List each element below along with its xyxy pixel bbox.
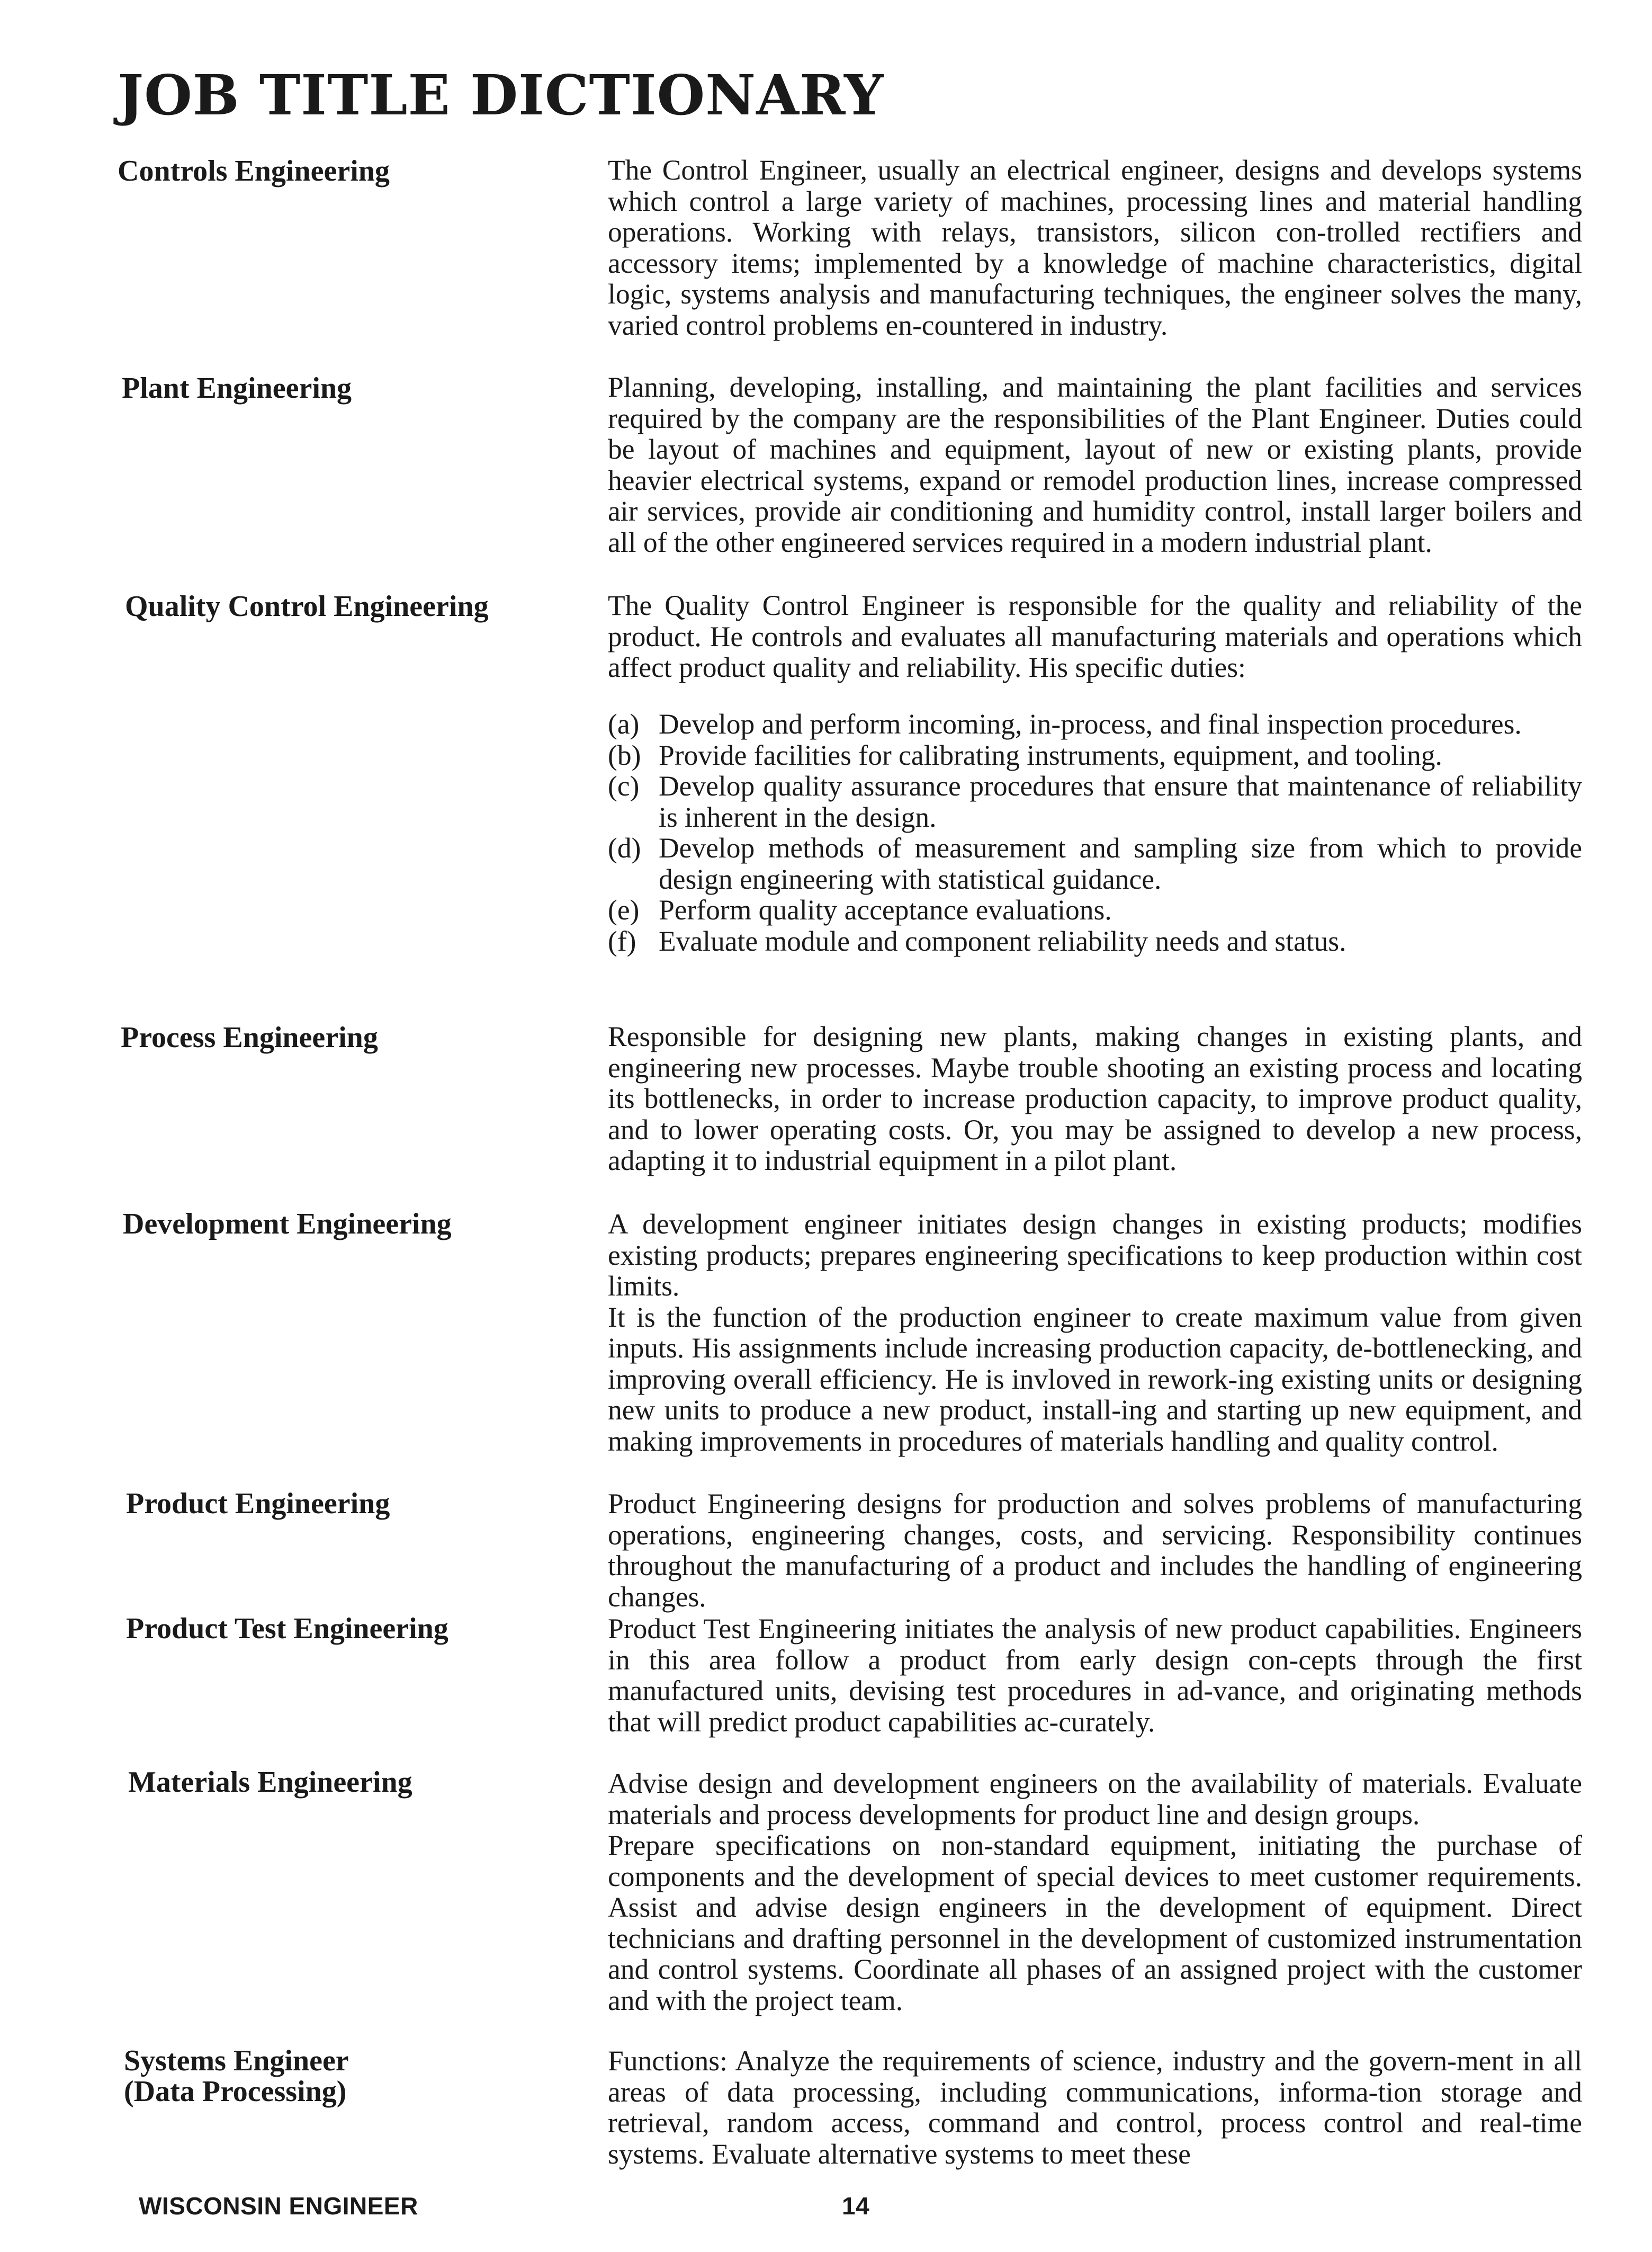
list-item-label: (a) bbox=[608, 708, 640, 740]
list-item-text: Perform quality acceptance evaluations. bbox=[659, 894, 1112, 926]
term-product-engineering: Product Engineering bbox=[126, 1487, 390, 1520]
list-item-text: Provide facilities for calibrating instruments, equipment, and tooling. bbox=[659, 739, 1442, 771]
term-plant-engineering: Plant Engineering bbox=[122, 372, 352, 405]
description-systems-engineer bbox=[608, 2045, 1582, 2169]
term-controls-engineering: Controls Engineering bbox=[118, 155, 390, 187]
description-text: Product Engineering designs for production and solves problems of manufacturing operations, engineering changes, costs, and servicing. Responsibility continues throughout the manufacturing of a product and includes the handling of engineering changes. bbox=[608, 1488, 1582, 1613]
description-extra-text: It is the function of the production engineer to create maximum value from given inputs. His assignments include increasing production capacity, de-bottlenecking, and improving overall efficiency. He is invloved in rework-ing existing units or designing new units to produce a new product, install-ing and starting up new equipment, and making improvements in procedures of materials handling and quality control. bbox=[608, 1301, 1582, 1457]
list-item bbox=[608, 926, 1582, 957]
term-quality-control-engineering: Quality Control Engineering bbox=[125, 590, 489, 623]
list-item-label: (c) bbox=[608, 770, 640, 802]
list-item bbox=[608, 740, 1582, 771]
term-materials-engineering: Materials Engineering bbox=[128, 1766, 412, 1799]
list-item-label: (e) bbox=[608, 894, 640, 926]
list-item bbox=[608, 771, 1582, 833]
duties-list bbox=[608, 709, 1582, 957]
list-item-label: (d) bbox=[608, 832, 641, 864]
list-item-label: (b) bbox=[608, 739, 641, 771]
description-product-test-engineering bbox=[608, 1613, 1582, 1737]
term-development-engineering: Development Engineering bbox=[123, 1208, 452, 1240]
description-text: A development engineer initiates design changes in existing products; modifies existing products; prepares engineering specifications to keep production within cost limits. bbox=[608, 1208, 1582, 1302]
description-text: Responsible for designing new plants, making changes in existing plants, and engineering new processes. Maybe trouble shooting an existing process and locating its bottlenecks, in order to increase production capacity, to improve product quality, and to lower operating costs. Or, you may be assigned to develop a new process, adapting it to industrial equipment in a pilot plant. bbox=[608, 1021, 1582, 1176]
description-controls-engineering bbox=[608, 155, 1582, 341]
description-text: Product Test Engineering initiates the analysis of new product capabilities. Engineers in this area follow a product from early design con-cepts through the first manufactured units, devising test procedures in ad-vance, and originating methods that will predict product capabilities ac-curately. bbox=[608, 1613, 1582, 1738]
description-product-engineering bbox=[608, 1488, 1582, 1612]
term-product-test-engineering: Product Test Engineering bbox=[126, 1612, 448, 1645]
description-plant-engineering bbox=[608, 372, 1582, 558]
description-text: The Quality Control Engineer is responsible for the quality and reliability of the product. He controls and evaluates all manufacturing materials and operations which affect product quality and reliability. His specific duties: bbox=[608, 589, 1582, 683]
term-process-engineering: Process Engineering bbox=[121, 1021, 378, 1054]
list-item bbox=[608, 895, 1582, 926]
page-title: JOB TITLE DICTIONARY bbox=[118, 62, 884, 128]
list-item-label: (f) bbox=[608, 925, 636, 957]
description-text: Advise design and development engineers on the availability of materials. Evaluate materials and process developments for product line and design groups. bbox=[608, 1767, 1582, 1830]
list-item bbox=[608, 709, 1582, 740]
description-process-engineering bbox=[608, 1021, 1582, 1176]
list-item bbox=[608, 833, 1582, 895]
description-development-engineering bbox=[608, 1209, 1582, 1456]
list-item-text: Evaluate module and component reliability needs and status. bbox=[659, 925, 1346, 957]
list-item-text: Develop quality assurance procedures that ensure that maintenance of reliability is inherent in the design. bbox=[659, 770, 1582, 833]
description-text: Planning, developing, installing, and maintaining the plant facilities and services required by the company are the responsibilities of the Plant Engineer. Duties could be layout of machines and equipment, layout of new or existing plants, provide heavier electrical systems, expand or remodel production lines, increase compressed air services, provide air conditioning and humidity control, install larger boilers and all of the other engineered services required in a modern industrial plant. bbox=[608, 371, 1582, 558]
footer-publication: WISCONSIN ENGINEER bbox=[139, 2192, 418, 2220]
footer-page-number: 14 bbox=[842, 2192, 870, 2220]
term-line-2: (Data Processing) bbox=[124, 2075, 347, 2108]
description-text: Functions: Analyze the requirements of science, industry and the govern-ment in all areas of data processing, including communications, informa-tion storage and retrieval, random access, command and control, process control and real-time systems. Evaluate alternative systems to meet these bbox=[608, 2045, 1582, 2170]
description-quality-control-engineering bbox=[608, 590, 1582, 683]
term-systems-engineer bbox=[124, 2045, 547, 2107]
description-extra-text: Prepare specifications on non-standard equipment, initiating the purchase of components and the development of special devices to meet customer requirements. Assist and advise design engineers in the development of equipment. Direct technicians and drafting personnel in the development of customized instrumentation and control systems. Coordinate all phases of an assigned project with the customer and with the project team. bbox=[608, 1829, 1582, 2016]
list-item-text: Develop methods of measurement and sampling size from which to provide design engineering with statistical guidance. bbox=[659, 832, 1582, 895]
list-item-text: Develop and perform incoming, in-process, and final inspection procedures. bbox=[659, 708, 1522, 740]
description-text: The Control Engineer, usually an electrical engineer, designs and develops systems which control a large variety of machines, processing lines and material handling operations. Working with relays, transistors, silicon con-trolled rectifiers and accessory items; implemented by a knowledge of machine characteristics, digital logic, systems analysis and manufacturing techniques, the engineer solves the many, varied control problems en-countered in industry. bbox=[608, 154, 1582, 341]
description-materials-engineering bbox=[608, 1768, 1582, 2016]
term-line-1: Systems Engineer bbox=[124, 2044, 349, 2077]
